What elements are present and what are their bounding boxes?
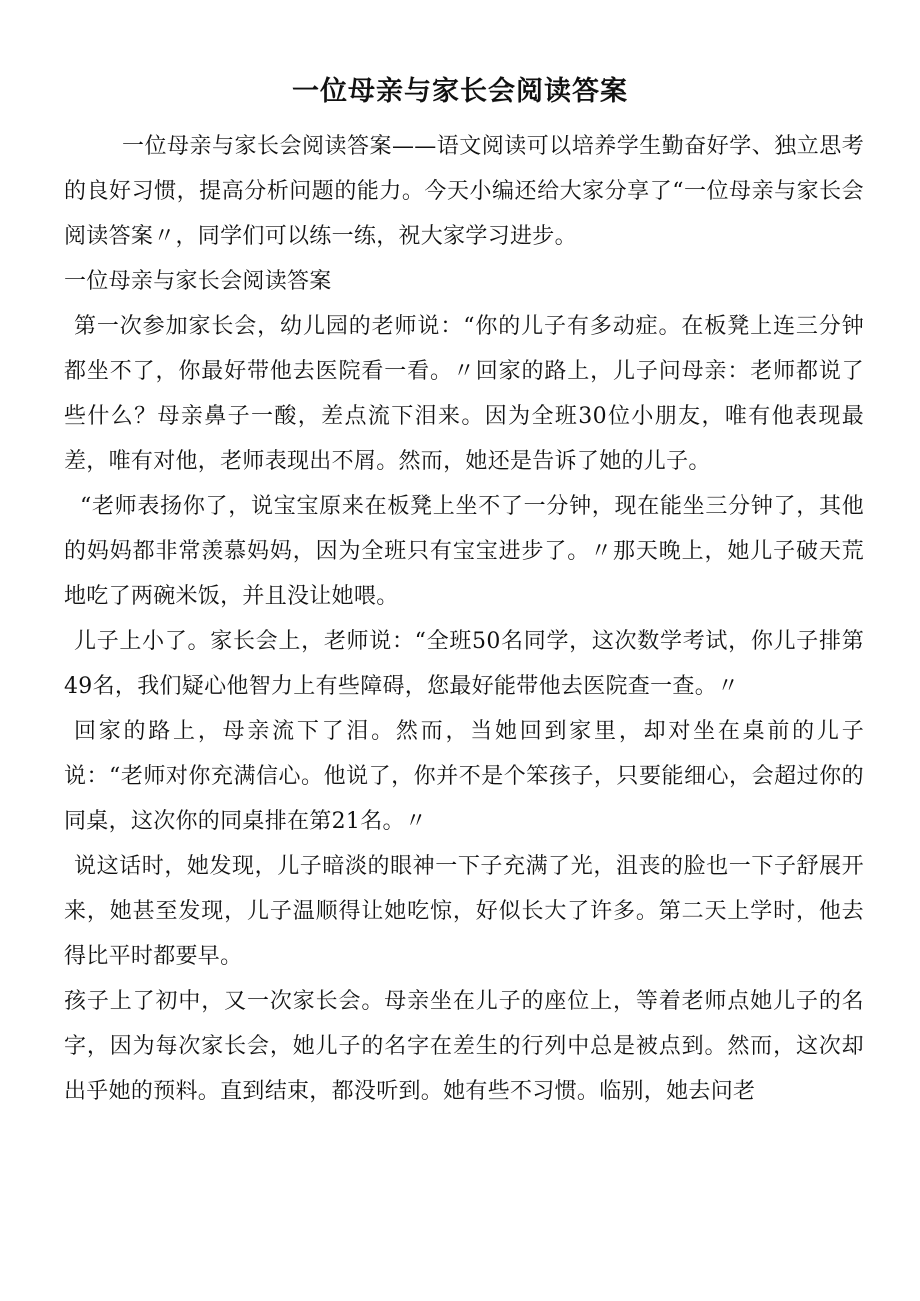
story-paragraph-2: “老师表扬你了，说宝宝原来在板凳上坐不了一分钟，现在能坐三分钟了，其他的妈妈都非常羡慕妈妈，因为全班只有宝宝进步了。〃那天晚上，她儿子破天荒地吃了两碗米饭，并且没让她喂。 xyxy=(64,494,864,609)
intro-paragraph: 一位母亲与家长会阅读答案——语文阅读可以培养学生勤奋好学、独立思考的良好习惯，提高分析问题的能力。今天小编还给大家分享了“一位母亲与家长会阅读答案〃，同学们可以练一练，祝大家学习进步。 xyxy=(64,134,864,249)
story-paragraph-4: 回家的路上，母亲流下了泪。然而，当她回到家里，却对坐在桌前的儿子说：“老师对你充满信心。他说了，你并不是个笨孩子，只要能细心，会超过你的同桌，这次你的同桌排在第21名。〃 xyxy=(64,719,864,834)
section-heading: 一位母亲与家长会阅读答案 xyxy=(64,269,332,294)
story-paragraph-1: 第一次参加家长会，幼儿园的老师说：“你的儿子有多动症。在板凳上连三分钟都坐不了，你最好带他去医院看一看。〃回家的路上，儿子问母亲：老师都说了些什么？母亲鼻子一酸，差点流下泪来。因为全班30位小朋友，唯有他表现最差，唯有对他，老师表现出不屑。然而，她还是告诉了她的儿子。 xyxy=(64,314,864,474)
story-paragraph-5: 说这话时，她发现，儿子暗淡的眼神一下子充满了光，沮丧的脸也一下子舒展开来，她甚至发现，儿子温顺得让她吃惊，好似长大了许多。第二天上学时，他去得比平时都要早。 xyxy=(64,854,864,969)
document-title: 一位母亲与家长会阅读答案 xyxy=(292,76,628,107)
story-paragraph-3: 儿子上小了。家长会上，老师说：“全班50名同学，这次数学考试，你儿子排第49名，我们疑心他智力上有些障碍，您最好能带他去医院查一查。〃 xyxy=(64,629,864,699)
story-paragraph-6: 孩子上了初中，又一次家长会。母亲坐在儿子的座位上，等着老师点她儿子的名字，因为每次家长会，她儿子的名字在差生的行列中总是被点到。然而，这次却出乎她的预料。直到结束，都没听到。她有些不习惯。临别，她去问老 xyxy=(64,989,864,1104)
document-body xyxy=(64,124,864,1114)
